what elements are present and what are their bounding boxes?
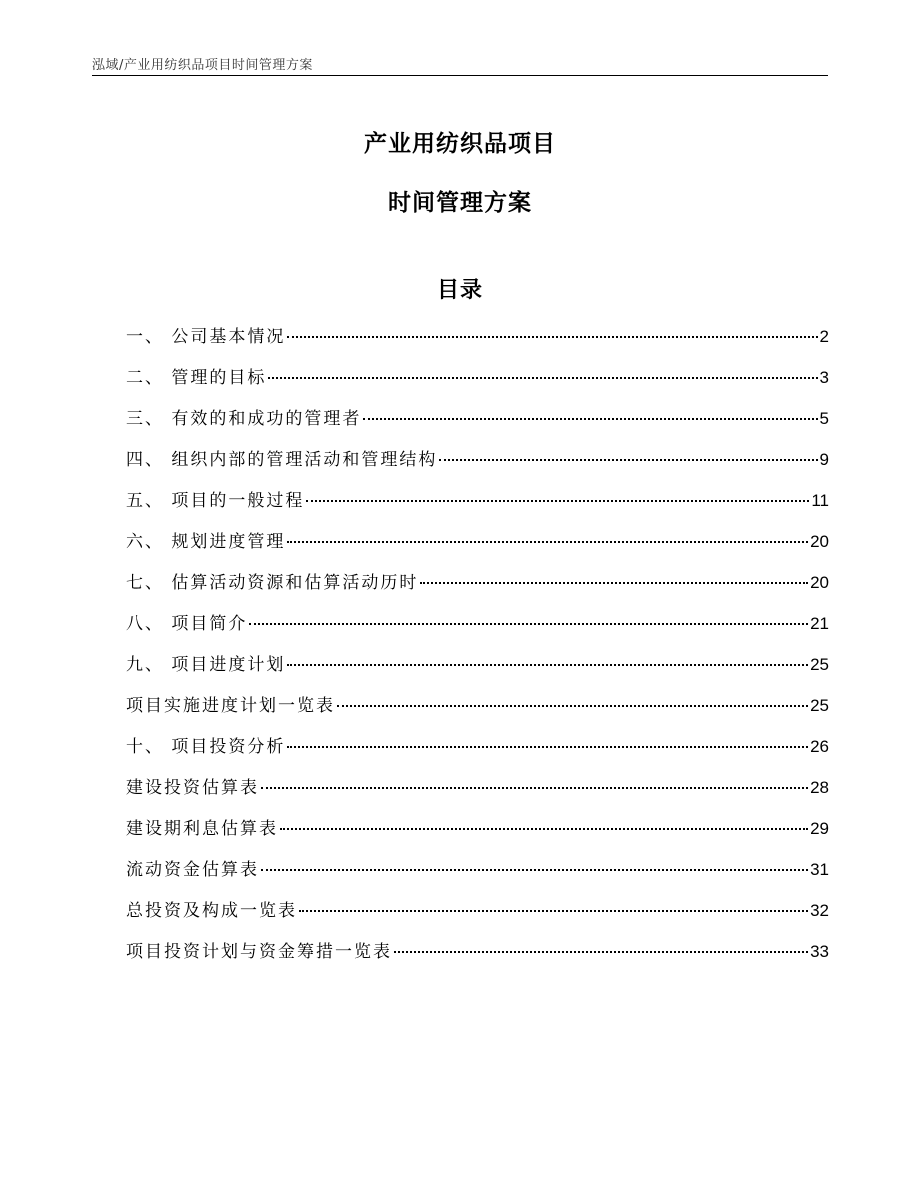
toc-entry-page: 33	[810, 942, 829, 961]
toc-entry[interactable]	[126, 326, 829, 367]
toc-entry-page: 20	[810, 573, 829, 592]
toc-entry-page: 26	[810, 737, 829, 756]
toc-entry-page: 11	[811, 491, 829, 510]
toc-dot-leader	[394, 951, 808, 953]
toc-entry-label: 九、 项目进度计划	[126, 655, 286, 675]
toc-entry[interactable]	[126, 572, 829, 613]
toc-entry[interactable]	[126, 736, 829, 777]
toc-entry-page: 25	[810, 655, 829, 674]
toc-entry-page: 2	[819, 327, 829, 346]
toc-entry-label: 建设投资估算表	[126, 778, 259, 798]
toc-entry[interactable]	[126, 613, 829, 654]
table-of-contents	[126, 326, 829, 982]
toc-entry-page: 25	[810, 696, 829, 715]
toc-entry[interactable]	[126, 408, 829, 449]
toc-entry-label: 项目实施进度计划一览表	[126, 696, 335, 716]
toc-dot-leader	[261, 869, 808, 871]
toc-entry-label: 建设期利息估算表	[126, 819, 278, 839]
toc-entry[interactable]	[126, 654, 829, 695]
toc-dot-leader	[261, 787, 808, 789]
running-header: 泓域/产业用纺织品项目时间管理方案	[92, 58, 313, 73]
toc-entry-label: 七、 估算活动资源和估算活动历时	[126, 573, 419, 593]
toc-dot-leader	[420, 582, 808, 584]
toc-entry-label: 五、 项目的一般过程	[126, 491, 305, 511]
toc-dot-leader	[287, 541, 808, 543]
toc-entry[interactable]	[126, 449, 829, 490]
toc-entry[interactable]	[126, 900, 829, 941]
toc-entry[interactable]	[126, 941, 829, 982]
toc-entry[interactable]	[126, 490, 829, 531]
toc-entry[interactable]	[126, 859, 829, 900]
toc-entry-page: 21	[810, 614, 829, 633]
toc-entry-label: 流动资金估算表	[126, 860, 259, 880]
toc-entry-page: 29	[810, 819, 829, 838]
toc-entry-label: 四、 组织内部的管理活动和管理结构	[126, 450, 438, 470]
toc-entry-page: 31	[810, 860, 829, 879]
toc-dot-leader	[249, 623, 808, 625]
toc-dot-leader	[363, 418, 817, 420]
toc-entry-label: 三、 有效的和成功的管理者	[126, 409, 362, 429]
toc-dot-leader	[439, 459, 817, 461]
toc-entry-page: 32	[810, 901, 829, 920]
toc-dot-leader	[287, 336, 817, 338]
toc-entry-page: 5	[819, 409, 829, 428]
toc-entry[interactable]	[126, 818, 829, 859]
toc-dot-leader	[306, 500, 809, 502]
toc-entry-page: 9	[819, 450, 829, 469]
toc-entry[interactable]	[126, 367, 829, 408]
toc-entry-label: 总投资及构成一览表	[126, 901, 297, 921]
toc-dot-leader	[337, 705, 808, 707]
document-title-line-2: 时间管理方案	[388, 190, 532, 216]
toc-entry-page: 3	[819, 368, 829, 387]
toc-entry[interactable]	[126, 531, 829, 572]
toc-entry[interactable]	[126, 695, 829, 736]
toc-entry-page: 28	[810, 778, 829, 797]
toc-dot-leader	[280, 828, 808, 830]
toc-entry[interactable]	[126, 777, 829, 818]
toc-dot-leader	[268, 377, 817, 379]
toc-heading: 目录	[436, 278, 483, 303]
document-title-line-1: 产业用纺织品项目	[364, 131, 556, 157]
toc-entry-label: 八、 项目简介	[126, 614, 248, 634]
toc-dot-leader	[299, 910, 808, 912]
toc-entry-label: 项目投资计划与资金筹措一览表	[126, 942, 392, 962]
toc-dot-leader	[287, 746, 808, 748]
toc-entry-label: 十、 项目投资分析	[126, 737, 286, 757]
toc-entry-label: 一、 公司基本情况	[126, 327, 286, 347]
toc-entry-page: 20	[810, 532, 829, 551]
toc-entry-label: 六、 规划进度管理	[126, 532, 286, 552]
toc-dot-leader	[287, 664, 808, 666]
header-divider	[92, 75, 828, 76]
toc-entry-label: 二、 管理的目标	[126, 368, 267, 388]
